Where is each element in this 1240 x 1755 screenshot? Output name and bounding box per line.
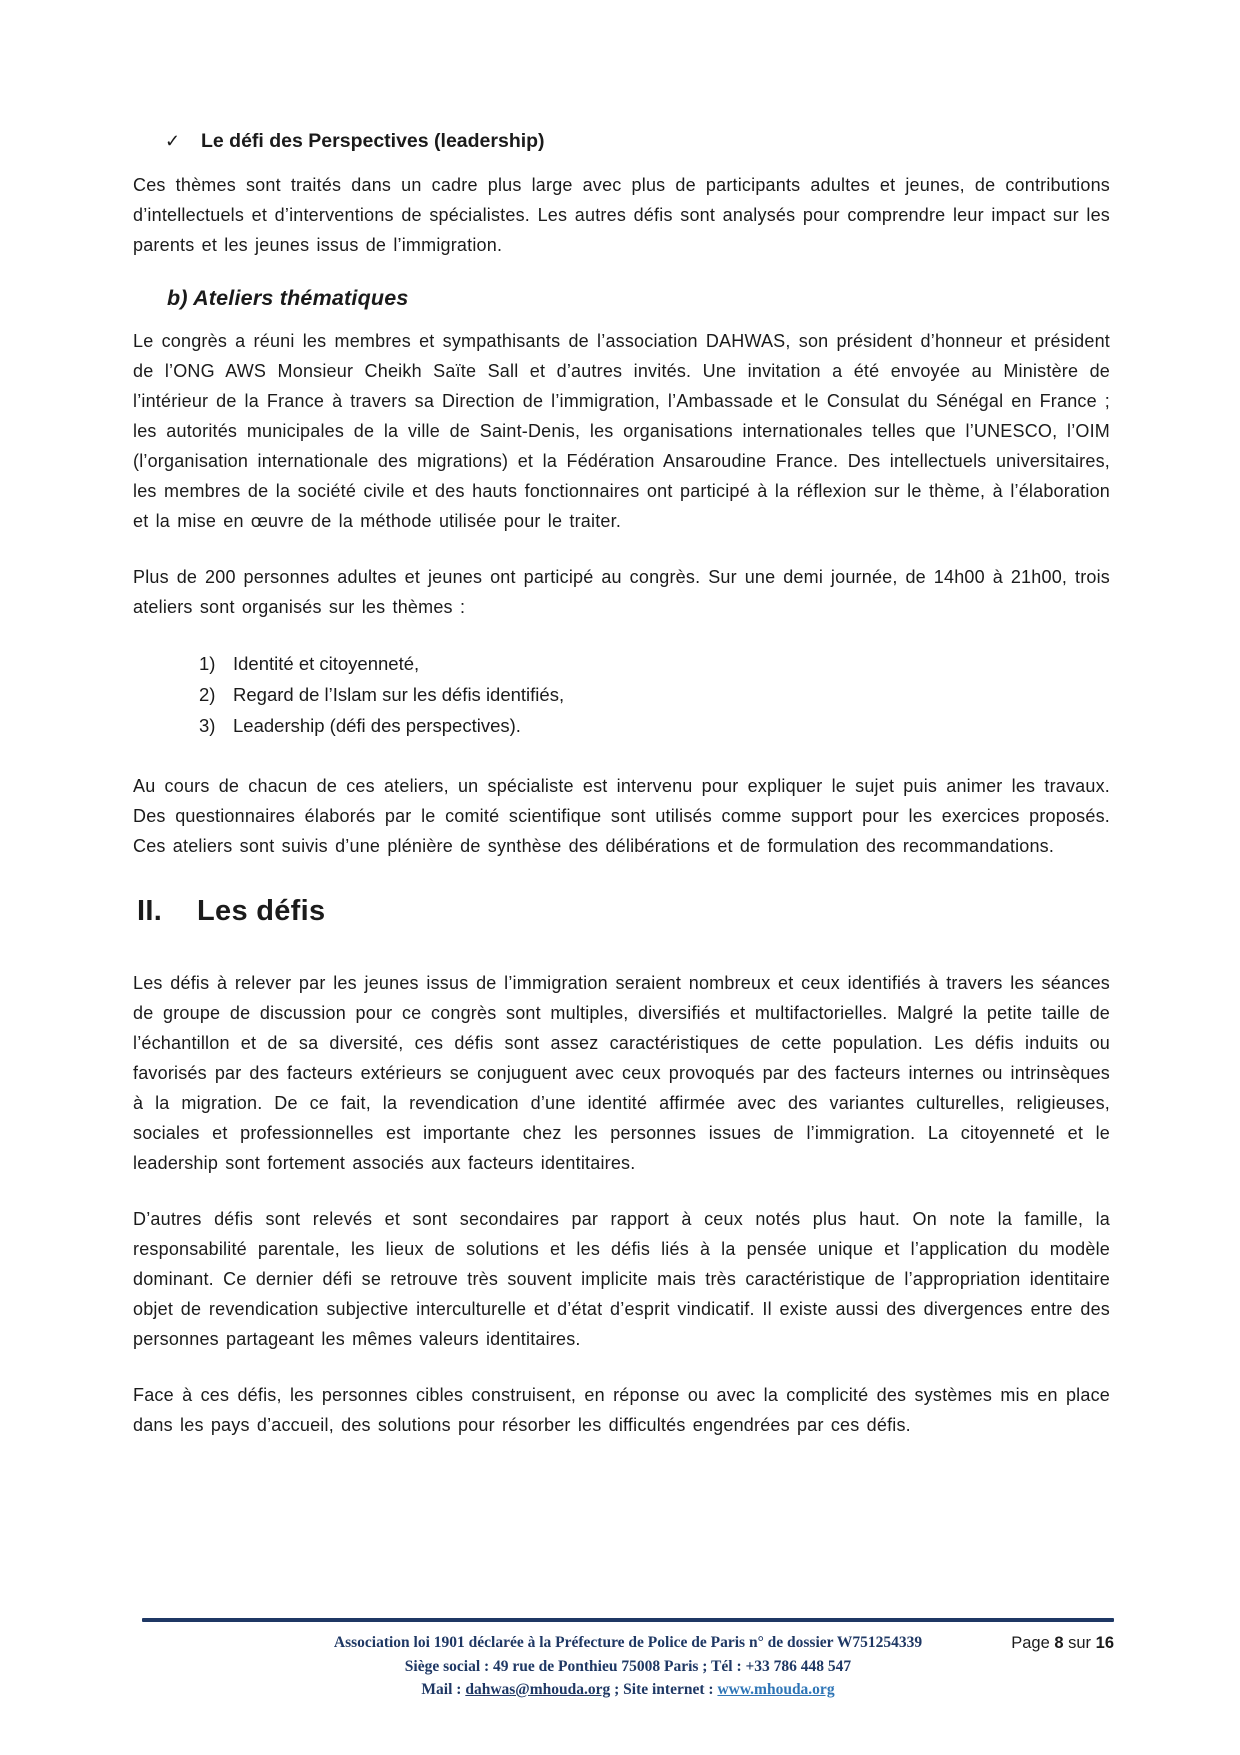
checklist-heading <box>165 130 1110 153</box>
page-number-label: Page <box>1011 1634 1055 1652</box>
paragraph-congres: Le congrès a réuni les membres et sympathisants de l’association DAHWAS, son président d’honneur et président de l’ONG AWS Monsieur Cheikh Saïte Sall et d’autres invités. Une invitation a été envoyée au Ministère de l’intérieur de la France à travers sa Direction de l’immigration, l’Ambassade et le Consulat du Sénégal en France ; les autorités municipales de la ville de Saint-Denis, les organisations internationales telles que l’UNESCO, l’OIM (l’organisation internationale des migrations) et la Fédération Ansaroudine France. Des intellectuels universitaires, les membres de la société civile et des hauts fonctionnaires ont participé à la réflexion sur le thème, à l’élaboration et la mise en œuvre de la méthode utilisée pour le traiter. <box>133 331 1110 531</box>
list-item-text: Regard de l’Islam sur les défis identifiés, <box>233 684 565 705</box>
page-number <box>1011 1632 1114 1656</box>
section-heading-ateliers: b) Ateliers thématiques <box>167 286 409 310</box>
document-body <box>133 130 1110 1440</box>
footer-mail-link[interactable]: dahwas@mhouda.org <box>465 1681 611 1698</box>
list-item-number: 1) <box>199 653 216 674</box>
page-footer <box>142 1618 1114 1702</box>
page-number-total: 16 <box>1095 1634 1114 1652</box>
section-number: II. <box>137 895 163 927</box>
checklist-heading-label: Le défi des Perspectives (leadership) <box>201 130 545 152</box>
footer-site-label: ; Site internet : <box>610 1681 718 1698</box>
page-number-sur: sur <box>1063 1634 1096 1652</box>
paragraph-face: Face à ces défis, les personnes cibles construisent, en réponse ou avec la complicité des systèmes mis en place dans les pays d’accueil, des solutions pour résorber les difficultés engendrées par ces défis. <box>133 1385 1110 1435</box>
list-item <box>199 710 1110 741</box>
footer-association-line: Association loi 1901 déclarée à la Préfecture de Police de Paris n° de dossier W751254339 <box>333 1634 923 1651</box>
footer-divider <box>142 1618 1114 1622</box>
paragraph-plus200: Plus de 200 personnes adultes et jeunes ont participé au congrès. Sur une demi journée, de 14h00 à 21h00, trois ateliers sont organisés sur les thèmes : <box>133 567 1110 617</box>
footer-address-line: Siège social : 49 rue de Ponthieu 75008 Paris ; Tél : +33 786 448 547 <box>404 1657 852 1675</box>
footer-mail-label: Mail : <box>421 1681 466 1698</box>
section-heading-label: Les défis <box>197 895 326 927</box>
list-item-text: Identité et citoyenneté, <box>233 653 420 674</box>
ateliers-numbered-list <box>199 648 1110 741</box>
list-item <box>199 648 1110 679</box>
footer-contact-line <box>142 1678 1114 1702</box>
paragraph-defis-2: D’autres défis sont relevés et sont secondaires par rapport à ceux notés plus haut. On note la famille, la responsabilité parentale, les lieux de solutions et les défis liés à la pensée unique et l’application du modèle dominant. Ce dernier défi se retrouve très souvent implicite mais très caractéristique de l’appropriation identitaire objet de revendication subjective interculturelle et d’état d’esprit vindicatif. Il existe aussi des divergences entre des personnes partageant les mêmes valeurs identitaires. <box>133 1209 1110 1349</box>
list-item <box>199 679 1110 710</box>
list-item-number: 2) <box>199 684 216 705</box>
section-heading-defis <box>137 895 1110 928</box>
list-item-number: 3) <box>199 715 216 736</box>
footer-text-block <box>142 1631 1114 1702</box>
footer-site-link[interactable]: www.mhouda.org <box>717 1681 835 1698</box>
list-item-text: Leadership (défi des perspectives). <box>233 715 521 736</box>
paragraph-themes: Ces thèmes sont traités dans un cadre plus large avec plus de participants adultes et jeunes, de contributions d’intellectuels et d’interventions de spécialistes. Les autres défis sont analysés pour comprendre leur impact sur les parents et les jeunes issus de l’immigration. <box>133 175 1110 255</box>
page-number-current: 8 <box>1054 1634 1064 1652</box>
checkmark-icon: ✓ <box>165 131 181 151</box>
paragraph-aucours: Au cours de chacun de ces ateliers, un spécialiste est intervenu pour expliquer le sujet puis animer les travaux. Des questionnaires élaborés par le comité scientifique sont utilisés comme support pour les exercices proposés. Ces ateliers sont suivis d’une plénière de synthèse des délibérations et de formulation des recommandations. <box>133 776 1110 856</box>
paragraph-defis-1: Les défis à relever par les jeunes issus de l’immigration seraient nombreux et ceux identifiés à travers les séances de groupe de discussion pour ce congrès sont multiples, diversifiés et multifactorielles. Malgré la petite taille de l’échantillon et de sa diversité, ces défis sont assez caractéristiques de cette population. Les défis induits ou favorisés par des facteurs extérieurs se conjuguent avec ceux provoqués par des facteurs internes ou intrinsèques à la migration. De ce fait, la revendication d’une identité affirmée avec des variantes culturelles, religieuses, sociales et professionnelles est importante chez les personnes issues de l’immigration. La citoyenneté et le leadership sont fortement associés aux facteurs identitaires. <box>133 973 1110 1173</box>
